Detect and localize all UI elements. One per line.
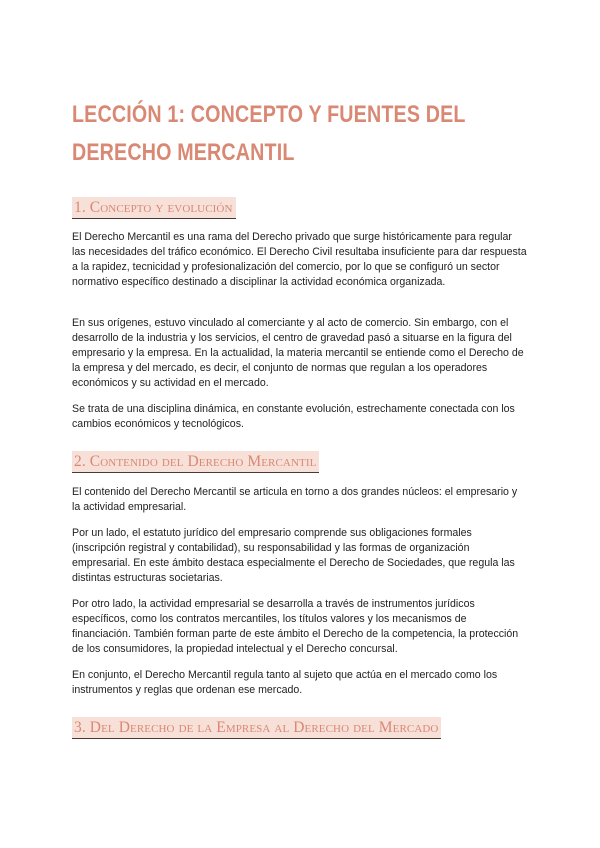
document-page	[72, 96, 528, 736]
paragraph: El contenido del Derecho Mercantil se articula en torno a dos grandes núcleos: el empresario y la actividad empresarial.	[72, 486, 518, 513]
section-heading-contenido: 2. Contenido del Derecho Mercantil	[72, 451, 319, 473]
paragraph: En sus orígenes, estuvo vinculado al comerciante y al acto de comercio. Sin embargo, con el desarrollo de la industria y los servicios, el centro de gravedad pasó a situarse en la figura del empresario y la empresa. En la actualidad, la materia mercantil se entiende como el Derecho de la empresa y del mercado, es decir, el conjunto de normas que regulan a los operadores económicos y su actividad en el mercado.	[72, 317, 524, 389]
section-heading-mercado: 3. Del Derecho de la Empresa al Derecho del Mercado	[72, 717, 441, 739]
paragraph: Se trata de una disciplina dinámica, en constante evolución, estrechamente conectada con los cambios económicos y tecnológicos.	[72, 403, 515, 430]
paragraph: Por un lado, el estatuto jurídico del empresario comprende sus obligaciones formales (inscripción registral y contabilidad), su responsabilidad y las formas de organización empresarial. En este ámbito destaca especialmente el Derecho de Sociedades, que regula las distintas estructuras societarias.	[72, 527, 515, 584]
paragraph: En conjunto, el Derecho Mercantil regula tanto al sujeto que actúa en el mercado como los instrumentos y reglas que ordenan ese mercado.	[72, 669, 498, 696]
page-title: LECCIÓN 1: CONCEPTO Y FUENTES DEL DERECHO MERCANTIL	[72, 101, 466, 166]
paragraph: Por otro lado, la actividad empresarial se desarrolla a través de instrumentos jurídicos específicos, como los contratos mercantiles, los títulos valores y los mecanismos de financiación. También forman parte de este ámbito el Derecho de la competencia, la protección de los consumidores, la propiedad intelectual y el Derecho concursal.	[72, 598, 519, 655]
paragraph: El Derecho Mercantil es una rama del Derecho privado que surge históricamente para regular las necesidades del tráfico económico. El Derecho Civil resultaba insuficiente para dar respuesta a la rapidez, tecnicidad y profesionalización del comercio, por lo que se configuró un sector normativo específico destinado a disciplinar la actividad económica organizada.	[72, 231, 527, 288]
section-heading-concepto: 1. Concepto y evolución	[72, 197, 236, 219]
